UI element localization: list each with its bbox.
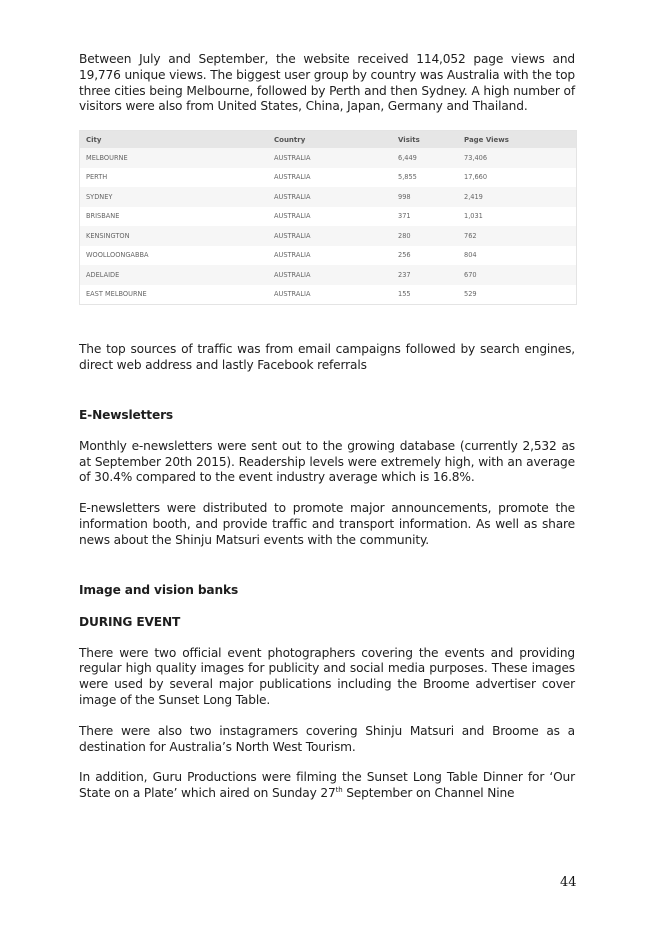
- table-row: [80, 148, 576, 168]
- newsletter-paragraph-1: Monthly e-newsletters were sent out to the growing database (currently 2,532 as at September 20th 2015). Readership levels were extremely high, with an average of 30.4% compared to the event industry average which is 16.8%.: [79, 438, 575, 485]
- document-page: [79, 52, 575, 802]
- guru-text-end: September on Channel Nine: [342, 786, 515, 801]
- cell-city: PERTH: [86, 173, 108, 182]
- table-header-row: [80, 131, 576, 148]
- header-page-views: Page Views: [464, 135, 509, 144]
- cell-page-views: 1,031: [464, 212, 483, 221]
- cell-page-views: 529: [464, 290, 477, 299]
- during-event-heading: DURING EVENT: [79, 614, 181, 629]
- table-row: [80, 207, 576, 227]
- cell-visits: 256: [398, 251, 411, 260]
- cell-visits: 155: [398, 290, 411, 299]
- newsletter-paragraph-2: E-newsletters were distributed to promote major announcements, promote the information booth, and provide traffic and transport information. As well as share news about the Shinju Matsuri events with the community.: [79, 501, 575, 547]
- page-number: 44: [560, 875, 577, 890]
- cell-visits: 371: [398, 212, 411, 221]
- cell-city: EAST MELBOURNE: [86, 290, 147, 299]
- cell-country: AUSTRALIA: [274, 173, 311, 182]
- enewsletters-heading: E-Newsletters: [79, 407, 174, 422]
- guru-text: In addition, Guru Productions were filming the Sunset Long Table Dinner for ‘Our State on a Plate’ which aired on Sunday 27: [79, 770, 575, 801]
- table-row: [80, 187, 576, 207]
- cell-city: MELBOURNE: [86, 153, 128, 162]
- cell-city: KENSINGTON: [86, 231, 130, 240]
- cell-city: SYDNEY: [86, 192, 113, 201]
- header-country: Country: [274, 135, 306, 144]
- cell-visits: 5,855: [398, 173, 417, 182]
- cell-country: AUSTRALIA: [274, 231, 311, 240]
- cell-country: AUSTRALIA: [274, 192, 311, 201]
- cell-page-views: 804: [464, 251, 477, 260]
- instagramers-paragraph: There were also two instagramers covering Shinju Matsuri and Broome as a destination for Australia’s North West Tourism.: [79, 723, 575, 754]
- ordinal-suffix: th: [335, 786, 343, 795]
- guru-paragraph: [79, 770, 575, 802]
- header-visits: Visits: [398, 135, 420, 144]
- table-body: [80, 148, 576, 304]
- cell-country: AUSTRALIA: [274, 212, 311, 221]
- cell-city: BRISBANE: [86, 212, 120, 221]
- cell-page-views: 762: [464, 231, 477, 240]
- intro-paragraph: Between July and September, the website received 114,052 page views and 19,776 unique views. The biggest user group by country was Australia with the top three cities being Melbourne, followed by Perth and then Sydney. A high number of visitors were also from United States, China, Japan, Germany and Thailand.: [79, 52, 575, 114]
- city-visits-table: [79, 130, 577, 305]
- cell-visits: 237: [398, 270, 411, 279]
- image-banks-heading: Image and vision banks: [79, 582, 239, 597]
- cell-city: WOOLLOONGABBA: [86, 251, 149, 260]
- table-row: [80, 168, 576, 188]
- cell-page-views: 670: [464, 270, 477, 279]
- header-city: City: [86, 135, 102, 144]
- cell-country: AUSTRALIA: [274, 153, 311, 162]
- cell-city: ADELAIDE: [86, 270, 120, 279]
- cell-country: AUSTRALIA: [274, 290, 311, 299]
- photographers-paragraph: There were two official event photographers covering the events and providing regular high quality images for publicity and social media purposes. These images were used by several major publications including the Broome advertiser cover image of the Sunset Long Table.: [79, 645, 575, 707]
- table-row: [80, 246, 576, 266]
- cell-visits: 6,449: [398, 153, 417, 162]
- cell-page-views: 73,406: [464, 153, 488, 162]
- table-row: [80, 285, 576, 305]
- cell-country: AUSTRALIA: [274, 270, 311, 279]
- table-row: [80, 226, 576, 246]
- cell-page-views: 17,660: [464, 173, 488, 182]
- cell-visits: 280: [398, 231, 411, 240]
- cell-country: AUSTRALIA: [274, 251, 311, 260]
- cell-visits: 998: [398, 192, 411, 201]
- table-row: [80, 265, 576, 285]
- cell-page-views: 2,419: [464, 192, 483, 201]
- traffic-paragraph: The top sources of traffic was from email campaigns followed by search engines, direct web address and lastly Facebook referrals: [79, 342, 575, 372]
